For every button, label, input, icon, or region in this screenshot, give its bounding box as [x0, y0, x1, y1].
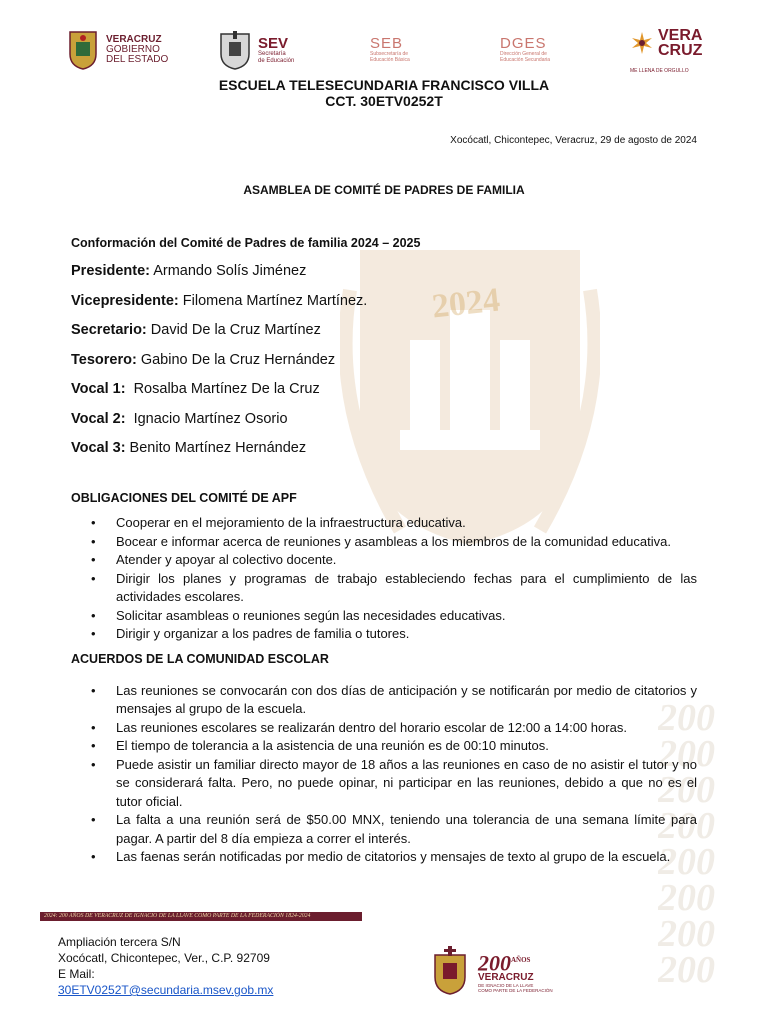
veracruz-shield-icon [68, 30, 98, 70]
email-link[interactable]: 30ETV0252T@secundaria.msev.gob.mx [58, 983, 274, 997]
list-item: • Las reuniones se convocarán con dos días de anticipación y se notificarán por medio de citatorios y mensajes al grupo de la escuela. [71, 682, 697, 719]
member-vocal-1: Vocal 1: Rosalba Martínez De la Cruz [71, 381, 320, 397]
agreements-heading: ACUERDOS DE LA COMUNIDAD ESCOLAR [71, 651, 329, 666]
school-cct: CCT. 30ETV0252T [325, 93, 443, 109]
footer-seal-icon [431, 945, 469, 995]
list-item: • Las reuniones escolares se realizarán dentro del horario escolar de 12:00 a 14:00 horas. [71, 719, 697, 738]
list-item: • Cooperar en el mejoramiento de la infraestructura educativa. [71, 514, 697, 533]
footer-200-years-logo: $200^{AÑOS}$ VERACRUZ DE IGNACIO DE LA LLAVE COMO PARTE DE LA FEDERACIÓN [478, 950, 553, 994]
obligations-heading: OBLIGACIONES DEL COMITÉ DE APF [71, 491, 297, 505]
address-line-1: Ampliación tercera S/N [58, 935, 181, 949]
list-item: • Puede asistir un familiar directo mayor de 18 años a las reuniones en caso de no asistir el tutor y no se considerará falta. Pero, no puede opinar, ni participar en las reuniones, debido a que no es el tutor oficial. [71, 756, 697, 812]
logo-sev: SEV Secretaría de Educación [218, 30, 294, 70]
obligations-list [71, 514, 697, 644]
agreements-list [71, 682, 697, 867]
address-line-2: Xocócatl, Chicontepec, Ver., C.P. 92709 [58, 951, 270, 965]
watermark-year: 2024 [430, 281, 502, 326]
committee-heading: Conformación del Comité de Padres de familia 2024 – 2025 [71, 236, 421, 250]
member-secretary: Secretario: David De la Cruz Martínez [71, 322, 321, 338]
header-logos [0, 26, 768, 78]
logo-seb: SEB Subsecretaría de Educación Básica [370, 35, 410, 63]
list-item: • El tiempo de tolerancia a la asistencia de una reunión es de 00:10 minutos. [71, 737, 697, 756]
logo-veracruz-orgullo: VERA CRUZ ME LLENA DE ORGULLO [630, 27, 703, 74]
logo-dges: DGES Dirección General de Educación Secundaria [500, 35, 551, 63]
place-date: Xocócatl, Chicontepec, Veracruz, 29 de agosto de 2024 [450, 135, 697, 146]
footer-ribbon: 2024: 200 AÑOS DE VERACRUZ DE IGNACIO DE LA LLAVE COMO PARTE DE LA FEDERACIÓN 1824-2024 [40, 912, 362, 921]
member-vocal-2: Vocal 2: Ignacio Martínez Osorio [71, 410, 288, 427]
footer-address [58, 934, 273, 998]
school-name: ESCUELA TELESECUNDARIA FRANCISCO VILLA [218, 77, 550, 93]
list-item: • Las faenas serán notificadas por medio de citatorios y mensajes de texto al grupo de la escuela. [71, 848, 697, 867]
list-item: • Dirigir los planes y programas de trabajo estableciendo fechas para el cumplimiento de las actividades escolares. [71, 570, 697, 607]
member-vocal-3: Vocal 3: Benito Martínez Hernández [71, 440, 307, 456]
document-body [71, 236, 697, 867]
email-label: E Mail: [58, 967, 95, 981]
sev-shield-icon [218, 30, 252, 70]
veracruz-star-icon [630, 31, 654, 55]
list-item: • Solicitar asambleas o reuniones según las necesidades educativas. [71, 607, 697, 626]
list-item: • La falta a una reunión será de $50.00 MNX, teniendo una tolerancia de una semana límite para pagar. A partir del 8 día empieza a correr el interés. [71, 811, 697, 848]
list-item: • Atender y apoyar al colectivo docente. [71, 551, 697, 570]
document-title: ASAMBLEA DE COMITÉ DE PADRES DE FAMILIA [243, 183, 525, 197]
list-item: • Bocear e informar acerca de reuniones y asambleas a los miembros de la comunidad educativa. [71, 533, 697, 552]
list-item: • Dirigir y organizar a los padres de familia o tutores. [71, 625, 697, 644]
logo-gobierno-veracruz: VERACRUZ GOBIERNO DEL ESTADO [68, 30, 168, 70]
member-president: Presidente: Armando Solís Jiménez [71, 263, 307, 279]
member-treasurer: Tesorero: Gabino De la Cruz Hernández [71, 351, 336, 368]
watermark-200-pattern: 200 200 200 200 200 200 200 200 [658, 700, 715, 991]
member-vice-president: Vicepresidente: Filomena Martínez Martínez. [71, 292, 368, 309]
